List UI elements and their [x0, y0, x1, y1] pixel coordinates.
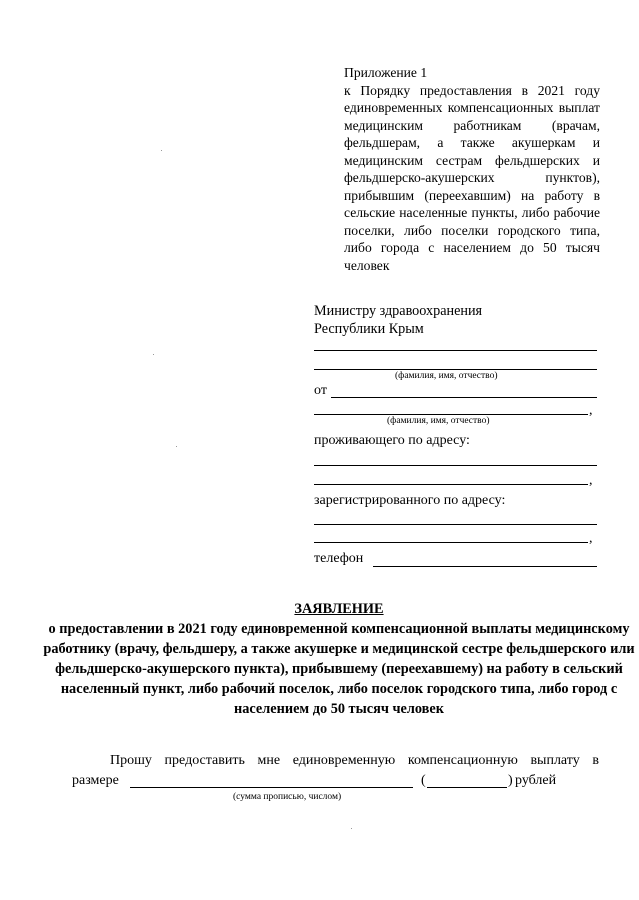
residing-address-line-1[interactable]: [314, 465, 597, 466]
amount-words-line[interactable]: [130, 787, 413, 788]
scan-speck: [351, 828, 352, 829]
amount-number-line[interactable]: [427, 787, 507, 788]
paren-open: (: [421, 773, 426, 788]
registered-address-label: зарегистрированного по адресу:: [314, 493, 506, 508]
from-label: от: [314, 383, 327, 398]
request-size-label: размере: [72, 773, 119, 788]
statement-heading-block: [40, 599, 638, 719]
comma: ,: [589, 473, 593, 488]
phone-label: телефон: [314, 551, 364, 566]
currency-label: рублей: [515, 773, 557, 788]
residing-address-line-2[interactable]: [314, 484, 588, 485]
fio-caption-minister: (фамилия, имя, отчество): [395, 371, 498, 381]
applicant-name-line-1[interactable]: [331, 397, 597, 398]
addressee-block: [314, 302, 482, 338]
appendix-block: [344, 64, 600, 274]
fio-caption-applicant: (фамилия, имя, отчество): [387, 416, 490, 426]
applicant-name-line-2[interactable]: [314, 414, 588, 415]
addressee-line-1: Министру здравоохранения: [314, 303, 483, 319]
statement-subtitle: о предоставлении в 2021 году единовременной компенсационной выплаты медицинскому работнику (врачу, фельдшеру, а также акушерке и медицинской сестре фельдшерского или фельдшерско-акушерского пункта), прибывшему (переехавшему) на работу в сельский населенный пункт, либо рабочий поселок, либо поселок городского типа, либо город с населением до 50 тысяч человек: [43, 621, 635, 717]
addressee-line-2: Республики Крым: [314, 321, 424, 337]
paren-close: ): [508, 773, 513, 788]
appendix-title: Приложение 1: [344, 65, 428, 80]
scan-speck: [176, 446, 177, 447]
minister-name-line-2[interactable]: [314, 369, 597, 370]
scan-speck: [161, 150, 162, 151]
statement-title: ЗАЯВЛЕНИЕ: [294, 601, 384, 617]
residing-address-label: проживающего по адресу:: [314, 433, 470, 448]
scan-speck: [153, 354, 154, 355]
appendix-text: к Порядку предоставления в 2021 году единовременных компенсационных выплат медицинским работникам (врачам, фельдшерам, а также акушеркам и медицинским сестрам фельдшерских и фельдшерско-акушерских пунктов), прибывшим (переехавшим) на работу в сельские населенные пункты, либо рабочие поселки, либо поселки городского типа, либо города с населением до 50 тысяч человек: [344, 82, 600, 273]
phone-line[interactable]: [373, 566, 597, 567]
comma: ,: [589, 531, 593, 546]
registered-address-line-1[interactable]: [314, 524, 597, 525]
request-block: [72, 751, 599, 770]
amount-caption: (сумма прописью, числом): [233, 792, 342, 802]
comma: ,: [589, 403, 593, 418]
minister-name-line-1[interactable]: [314, 350, 597, 351]
request-text: Прошу предоставить мне единовременную компенсационную выплату в: [110, 753, 599, 768]
registered-address-line-2[interactable]: [314, 542, 588, 543]
